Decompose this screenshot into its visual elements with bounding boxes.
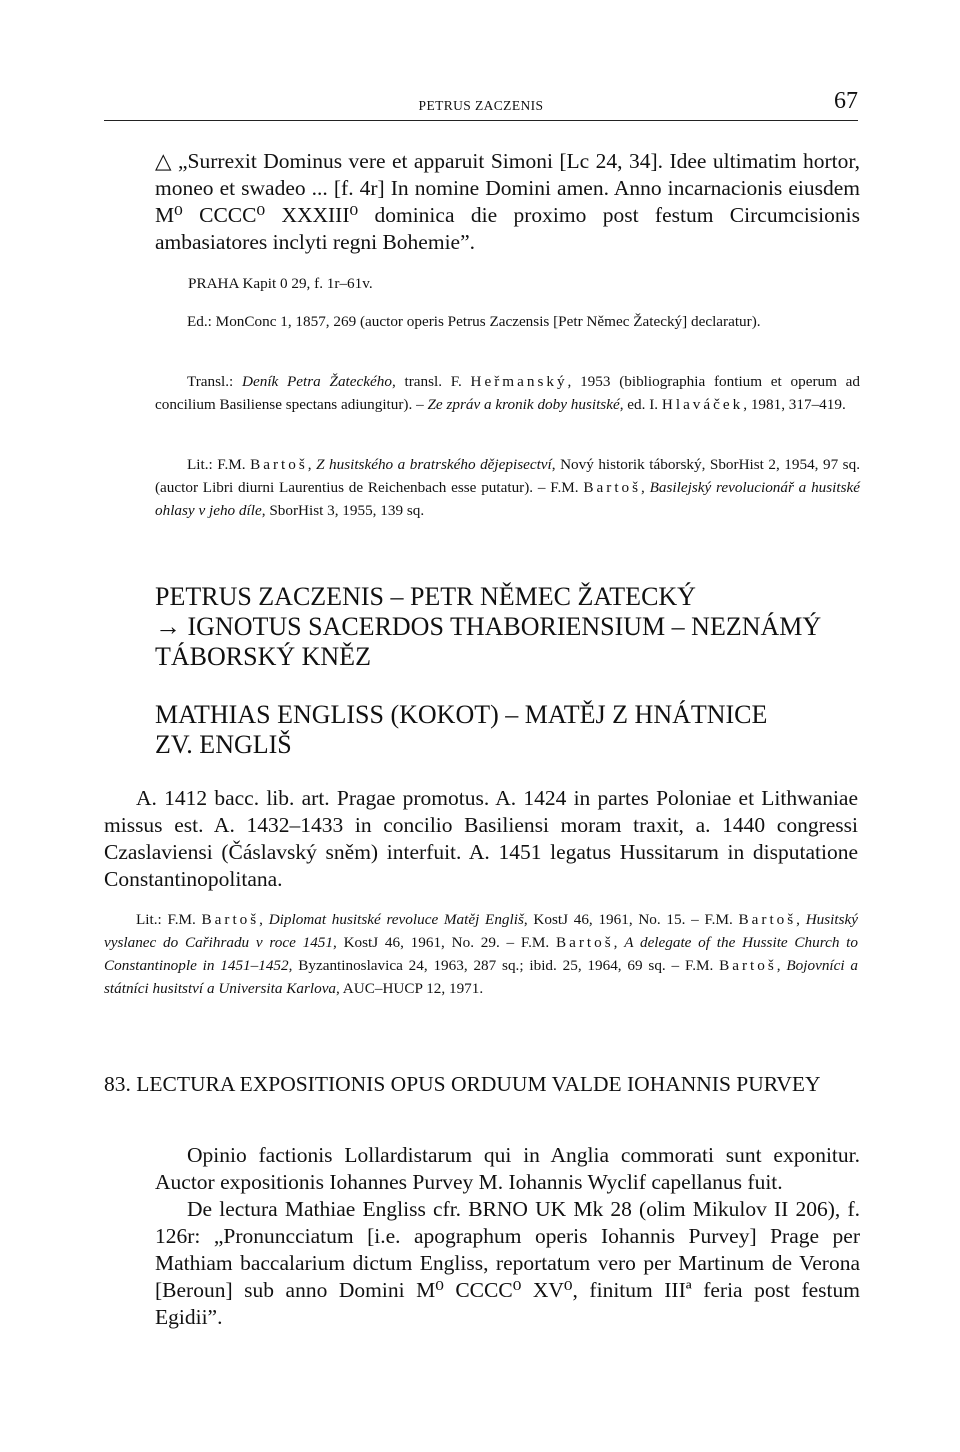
translation-text-3: , ed. I.	[619, 396, 662, 413]
lit1-title-2: Basilejský revolucionář a husitské ohlasy v jeho díle	[155, 479, 861, 519]
entry-heading-zaczensis	[155, 582, 875, 672]
incipit	[155, 148, 860, 256]
translation-label: Transl.:	[187, 373, 243, 390]
lit2-label: Lit.: F.M.	[136, 911, 202, 928]
lit2-text-4: , AUC–HUCP 12, 1971.	[336, 980, 484, 997]
lit2-title-3: A delegate of the Hussite Church to Constantinople in 1451–1452	[104, 934, 858, 974]
work-83-title: 83. LECTURA EXPOSITIONIS OPUS ORDUUM VALDE IOHANNIS PURVEY	[104, 1072, 821, 1096]
lit2-comma-4: ,	[776, 957, 787, 974]
translation-author-1: Heřmanský	[470, 373, 568, 390]
literature-note-2	[104, 908, 858, 1000]
translation-title-1: Deník Petra Žateckého	[242, 373, 392, 390]
lit2-comma-2: ,	[796, 911, 806, 928]
manuscript-shelfmark: PRAHA Kapit 0 29, f. 1r–61v.	[188, 275, 373, 292]
lit1-text-2: , SborHist 3, 1955, 139 sq.	[261, 502, 425, 519]
translation-author-2: Hlaváček	[661, 396, 744, 413]
triangle-icon: △	[155, 149, 172, 173]
lit1-label: Lit.: F.M.	[187, 456, 251, 473]
biography	[104, 785, 858, 893]
edition-text: Ed.: MonConc 1, 1857, 269 (auctor operis Petrus Zaczensis [Petr Němec Žatecký] declaratur).	[187, 313, 761, 330]
biography-text: A. 1412 bacc. lib. art. Pragae promotus. A. 1424 in partes Poloniae et Lithwaniae missus est. A. 1432–1433 in concilio Basiliensi moram traxit, a. 1440 congressi Czaslaviensi (Čáslavský sněm) interfuit. A. 1451 legatus Hussitarum in disputatione Constantinopolitana.	[104, 786, 858, 891]
lit2-author-4: Bartoš	[719, 957, 777, 974]
translation-text-4: , 1981, 317–419.	[743, 396, 846, 413]
edition-note	[155, 310, 860, 333]
work-83-heading	[104, 1070, 858, 1098]
entry1-line-3: TÁBORSKÝ KNĚZ	[155, 642, 371, 671]
entry2-line-2: ZV. ENGLIŠ	[155, 730, 292, 759]
entry2-line-1: MATHIAS ENGLISS (KOKOT) – MATĚJ Z HNÁTNICE	[155, 700, 768, 729]
incipit-text: „Surrexit Dominus vere et apparuit Simoni [Lc 24, 34]. Idee ultimatim hortor, moneo et swadeo ... [f. 4r] In nomine Domini amen. Anno incarnacionis eiusdem M⁰ CCCC⁰ XXXIII⁰ dominica die proximo post festum Circumcisionis ambasiatores inclyti regni Bohemie”.	[155, 149, 861, 254]
lit2-author-1: Bartoš	[201, 911, 260, 928]
lit1-author-2: Bartoš	[583, 479, 642, 496]
lit2-title-1: Diplomat husitské revoluce Matěj Engliš	[268, 911, 524, 928]
translation-title-2: Ze zpráv a kronik doby husitské	[427, 396, 620, 413]
translation-text-2: , 1953 (bibliographia fontium et operum ad concilium Basiliense spectans adiungitur). –	[155, 373, 860, 413]
lit1-sep-2: ,	[641, 479, 650, 496]
page-number: 67	[834, 88, 858, 114]
literature-note-1	[155, 453, 860, 522]
lit1-text-1: , Nový historik táborský, SborHist 2, 1954, 97 sq. (auctor Libri diurni Laurentius de Reichenbach esse putatur). – F.M.	[155, 456, 860, 496]
lit2-title-4: Bojovníci a státníci husitství a Universita Karlova	[104, 957, 859, 997]
lit2-text-1: , KostJ 46, 1961, No. 15. – F.M.	[523, 911, 739, 928]
lit2-text-3: , Byzantinoslavica 24, 1963, 287 sq.; ibid. 25, 1964, 69 sq. – F.M.	[288, 957, 720, 974]
entry1-line-1: PETRUS ZACZENIS – PETR NĚMEC ŽATECKÝ	[155, 582, 696, 611]
lit2-author-2: Bartoš	[738, 911, 797, 928]
work-83-para-1: Opinio factionis Lollardistarum qui in Anglia commorati sunt exponitur. Auctor expositionis Iohannes Purvey M. Iohannis Wyclif capellanus fuit.	[155, 1143, 860, 1194]
translation-note	[155, 370, 860, 416]
entry1-line-2: → IGNOTUS SACERDOS THABORIENSIUM – NEZNÁMÝ	[155, 612, 822, 641]
running-title: PETRUS ZACZENIS	[418, 98, 544, 113]
lit1-title-1: Z husitského a bratrského dějepisectví	[316, 456, 552, 473]
entry-heading-engliss	[155, 700, 875, 760]
running-header	[104, 88, 858, 121]
work-83-para-2: De lectura Mathiae Engliss cfr. BRNO UK Mk 28 (olim Mikulov II 206), f. 126r: „Pronuncciatum [i.e. apographum operis Iohannis Purvey] Prage per Mathiam baccalarium dictum Engliss, reportatum vero per Martinum de Verona [Beroun] sub anno Domini M⁰ CCCC⁰ XV⁰, finitum IIIª feria post festum Egidii”.	[155, 1197, 860, 1329]
work-83-body	[155, 1142, 860, 1331]
lit2-title-2: Husitský vyslanec do Cařihradu v roce 1451	[104, 911, 859, 951]
lit2-author-3: Bartoš	[555, 934, 614, 951]
lit2-comma-1: ,	[259, 911, 269, 928]
lit1-author-1: Bartoš	[250, 456, 308, 473]
translation-text-1: , transl. F.	[391, 373, 471, 390]
lit2-comma-3: ,	[613, 934, 625, 951]
lit2-text-2: , KostJ 46, 1961, No. 29. – F.M.	[333, 934, 556, 951]
lit1-sep-1: ,	[307, 456, 317, 473]
